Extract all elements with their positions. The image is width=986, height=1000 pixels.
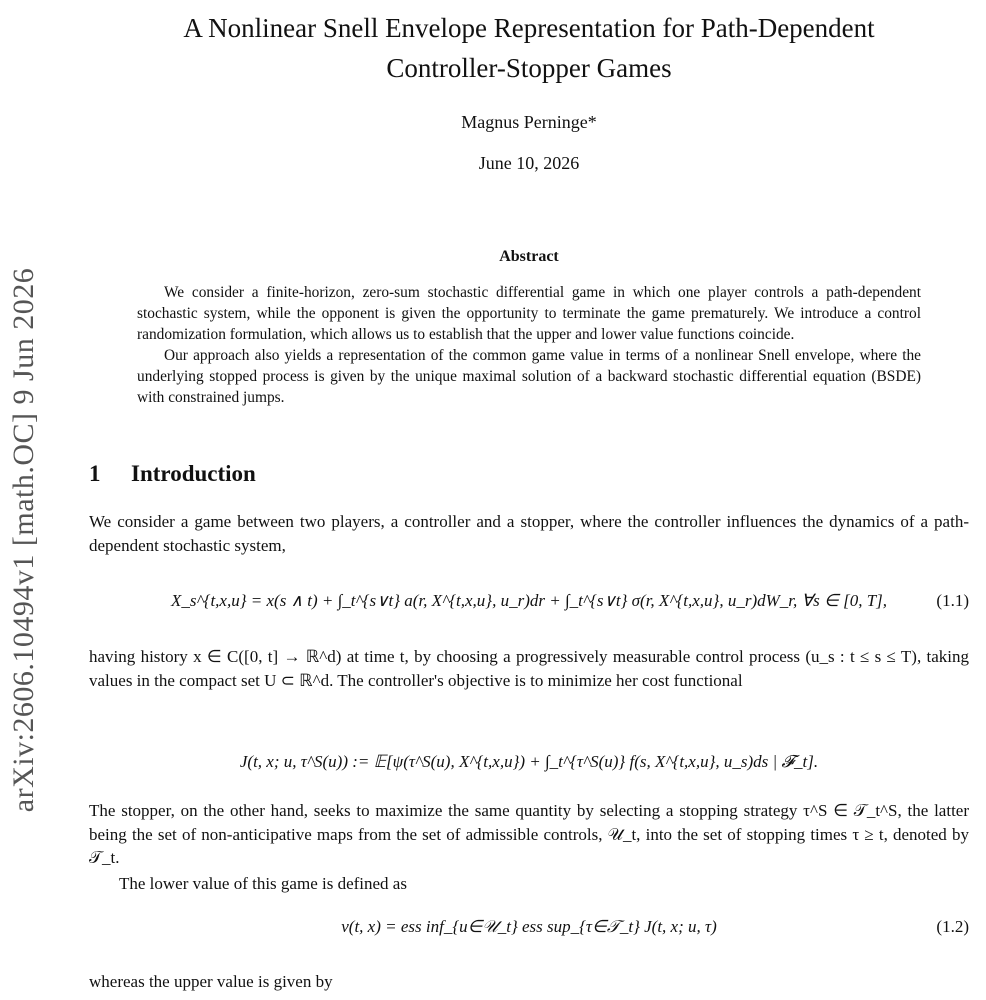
equation-1-2-number: (1.2) xyxy=(936,917,969,936)
title-line-1: A Nonlinear Snell Envelope Representation for Path-Dependent xyxy=(183,13,875,43)
paper-title xyxy=(90,8,968,88)
arxiv-id-text: arXiv:2606.10494v1 [math.OC] 9 Jun 2026 xyxy=(7,267,40,813)
equation-1-2-content: v(t, x) = ess inf_{u∈𝒰_t} ess sup_{τ∈𝒯_t} J(t, x; u, τ) xyxy=(341,917,717,936)
arxiv-sidebar-identifier xyxy=(4,215,44,865)
intro-paragraph-2: having history x ∈ C([0, t] → ℝ^d) at time t, by choosing a progressively measurable control process (u_s : t ≤ s ≤ T), taking values in the compact set U ⊂ ℝ^d. The controller's objective is to minimize her cost functional xyxy=(89,647,969,690)
intro-paragraph-3: The stopper, on the other hand, seeks to maximize the same quantity by selecting a stopping strategy τ^S ∈ 𝒯_t^S, the latter being the set of non-anticipative maps from the set of admissible controls, 𝒰_t, into the set of stopping times τ ≥ t, denoted by 𝒯_t. xyxy=(89,801,969,867)
abstract-body xyxy=(137,282,921,408)
equation-1-1 xyxy=(89,584,969,618)
paper-date: June 10, 2026 xyxy=(478,153,580,173)
equation-1-1-content: X_s^{t,x,u} = x(s ∧ t) + ∫_t^{s∨t} a(r, X^{t,x,u}, u_r)dr + ∫_t^{s∨t} σ(r, X^{t,x,u}, u_r)dW_r, ∀s ∈ [0, T], xyxy=(170,591,888,610)
equation-1-1-number: (1.1) xyxy=(936,591,969,610)
equation-cost-functional xyxy=(89,745,969,779)
equation-1-2 xyxy=(89,910,969,944)
section-number: 1 xyxy=(89,461,101,486)
title-line-2: Controller-Stopper Games xyxy=(386,53,672,83)
author-name: Magnus Perninge* xyxy=(461,112,597,132)
section-title: Introduction xyxy=(131,461,256,486)
intro-paragraph-5: whereas the upper value is given by xyxy=(89,972,333,991)
abstract-paragraph-1: We consider a finite-horizon, zero-sum stochastic differential game in which one player controls a path-dependent stochastic system, while the opponent is given the opportunity to terminate the game prematurely. We introduce a control randomization formulation, which allows us to establish that the upper and lower value functions coincide. xyxy=(137,284,921,343)
equation-cost-functional-content: J(t, x; u, τ^S(u)) := 𝔼[ψ(τ^S(u), X^{t,x,u}) + ∫_t^{τ^S(u)} f(s, X^{t,x,u}, u_s)ds | 𝓕_t]. xyxy=(239,752,819,771)
abstract-heading: Abstract xyxy=(499,248,559,265)
section-heading-introduction xyxy=(89,461,256,487)
intro-paragraph-1: We consider a game between two players, a controller and a stopper, where the controller influences the dynamics of a path-dependent stochastic system, xyxy=(89,512,969,555)
abstract-paragraph-2: Our approach also yields a representation of the common game value in terms of a nonlinear Snell envelope, where the underlying stopped process is given by the unique maximal solution of a backward stochastic differential equation (BSDE) with constrained jumps. xyxy=(137,347,921,406)
intro-paragraph-4: The lower value of this game is defined as xyxy=(119,874,407,893)
